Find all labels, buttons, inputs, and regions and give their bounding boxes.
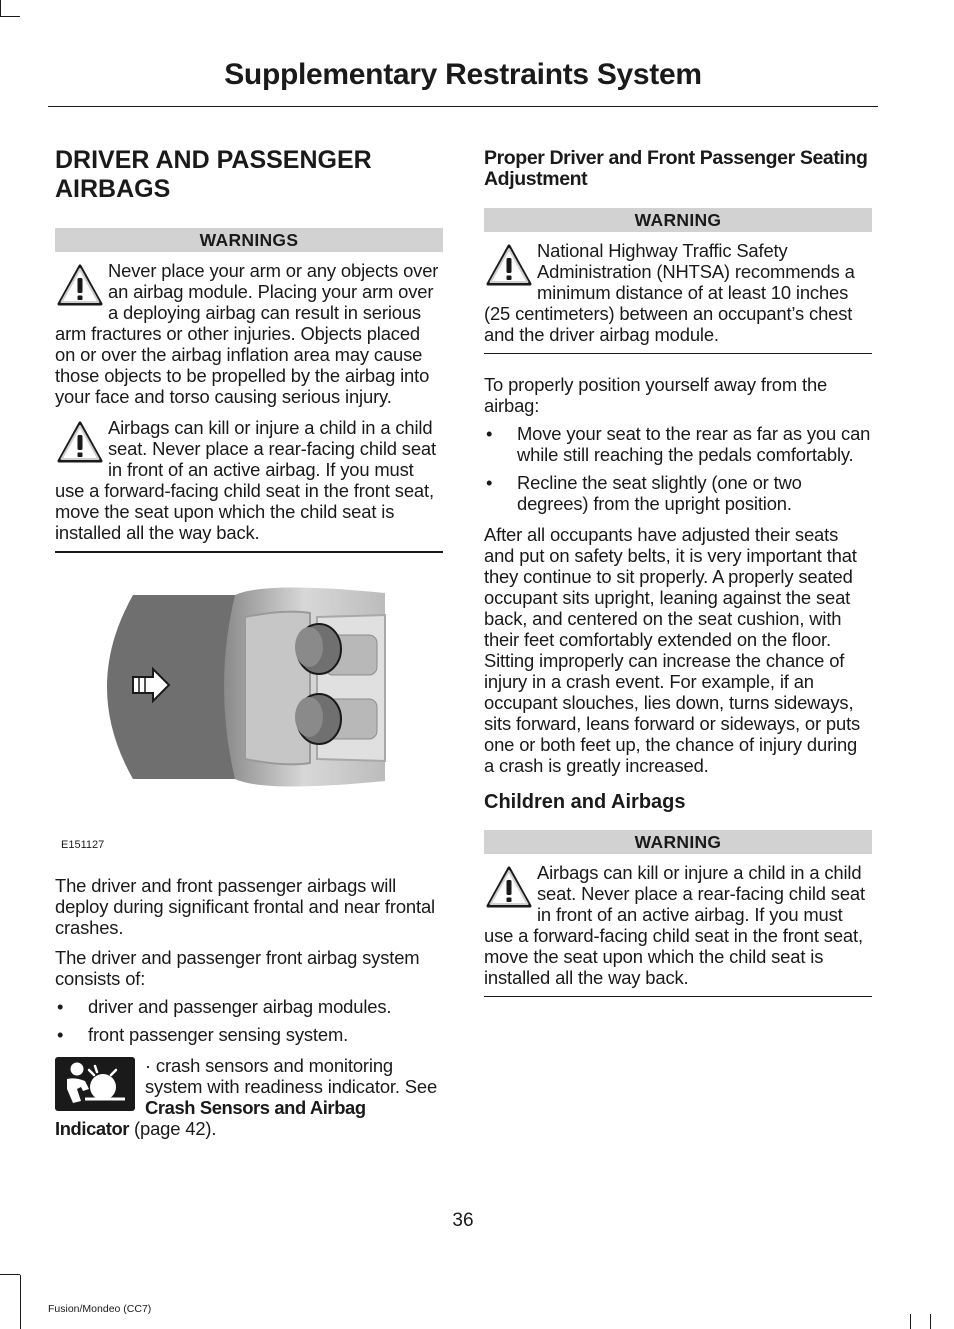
warning-text: Airbags can kill or injure a child in a child seat. Never place a rear-facing child seat in front of an active airbag. If you must use a forward-facing child seat in the front seat, move the seat upon which the child seat is installed all the way back. xyxy=(55,417,436,543)
car-airbag-illustration xyxy=(85,587,425,817)
header-rule xyxy=(48,106,878,107)
list-item xyxy=(484,472,872,514)
indicator-block xyxy=(55,1055,443,1139)
cross-reference-link[interactable]: Crash Sensors and Airbag Indicator xyxy=(55,1097,366,1139)
bullet-mark: • xyxy=(57,1024,64,1045)
section-rule xyxy=(55,551,443,553)
list-item-text: front passenger sensing system. xyxy=(88,1024,349,1045)
warning-text: Never place your arm or any objects over an airbag module. Placing your arm over a deploying airbag can result in serious arm fractures or other injuries. Objects placed on or over the airbag inflation area may cause those objects to be propelled by the airbag into your face and torso causing serious injury. xyxy=(55,260,439,407)
list-item-text: Move your seat to the rear as far as you can while still reaching the pedals comfortably. xyxy=(517,423,871,465)
warning-label: WARNING xyxy=(484,830,872,854)
subsection-heading: Children and Airbags xyxy=(484,791,686,813)
paragraph: After all occupants have adjusted their seats and put on safety belts, it is very important that they continue to sit properly. A properly seated occupant sits upright, leaning against the seat back, and centered on the seat cushion, with their feet comfortably extended on the floor. Sitting improperly can increase the chance of injury in a crash event. For example, if an occupant slouches, lies down, turns sideways, sits forward, leans forward or sideways, or puts one or both feet up, the chance of injury during a crash is greatly increased. xyxy=(484,524,861,776)
crop-mark xyxy=(910,1314,911,1329)
figure-id: E151127 xyxy=(61,839,105,851)
footer-label: Fusion/Mondeo (CC7) xyxy=(48,1303,152,1315)
section-heading: DRIVER AND PASSENGER AIRBAGS xyxy=(55,146,372,203)
warning-block xyxy=(484,862,872,988)
warning-triangle-icon xyxy=(484,242,534,288)
right-column xyxy=(484,140,872,997)
bullet-mark: • xyxy=(57,996,64,1017)
crop-mark xyxy=(20,1275,21,1329)
crop-mark xyxy=(0,0,1,16)
warnings-label: WARNINGS xyxy=(55,228,443,252)
bullet-list xyxy=(484,423,872,514)
warning-triangle-icon xyxy=(55,262,105,308)
bullet-mark: • xyxy=(486,423,493,444)
section-rule xyxy=(484,353,872,354)
warning-block xyxy=(55,260,443,407)
paragraph: The driver and passenger front airbag system consists of: xyxy=(55,947,420,989)
warning-triangle-icon xyxy=(484,864,534,910)
bullet-mark: • xyxy=(486,472,493,493)
section-heading: Proper Driver and Front Passenger Seating Adjustment xyxy=(484,147,868,190)
crop-mark xyxy=(0,16,20,17)
warning-text: Airbags can kill or injure a child in a child seat. Never place a rear-facing child seat in front of an active airbag. If you must use a forward-facing child seat in the front seat, move the seat upon which the child seat is installed all the way back. xyxy=(484,862,865,988)
warning-block xyxy=(484,240,872,345)
crop-mark xyxy=(0,1274,20,1275)
list-item xyxy=(55,996,443,1017)
warning-label: WARNING xyxy=(484,208,872,232)
list-item-text: driver and passenger airbag modules. xyxy=(88,996,392,1017)
bullet-list xyxy=(55,996,443,1045)
crop-mark xyxy=(930,1314,931,1329)
warning-text: National Highway Traffic Safety Administration (NHTSA) recommends a minimum distance of at least 10 inches (25 centimeters) between an occupant’s chest and the driver airbag module. xyxy=(484,240,855,345)
list-item xyxy=(55,1024,443,1045)
list-item-text: Recline the seat slightly (one or two degrees) from the upright position. xyxy=(517,472,802,514)
warning-triangle-icon xyxy=(55,419,105,465)
airbag-deployment-figure xyxy=(55,587,443,855)
list-item xyxy=(484,423,872,465)
page-reference: (page 42). xyxy=(129,1118,217,1139)
page-header-title: Supplementary Restraints System xyxy=(224,58,702,91)
indicator-description: · crash sensors and monitoring system with readiness indicator. See xyxy=(145,1055,438,1097)
left-column xyxy=(55,140,443,1139)
section-rule xyxy=(484,996,872,997)
airbag-indicator-icon xyxy=(55,1057,135,1111)
paragraph: To properly position yourself away from the airbag: xyxy=(484,374,828,416)
warning-block xyxy=(55,417,443,543)
page-number: 36 xyxy=(452,1210,474,1231)
paragraph: The driver and front passenger airbags will deploy during significant frontal and near frontal crashes. xyxy=(55,875,435,938)
